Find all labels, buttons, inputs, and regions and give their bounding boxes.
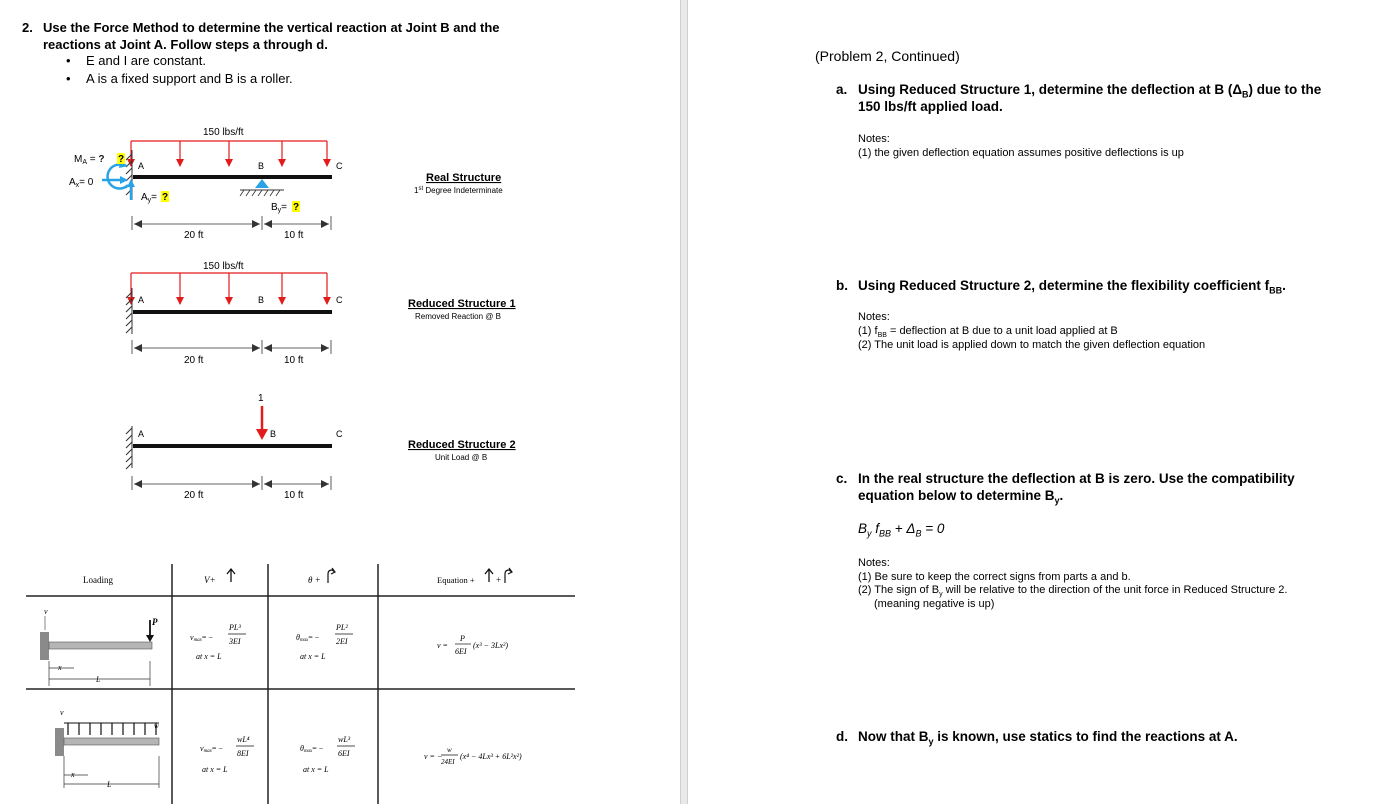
ay-label: $A_y=$ xyxy=(141,192,158,204)
row2-tmax-num: wL³ xyxy=(338,735,351,744)
problem-line-1: Use the Force Method to determine the vertical reaction at Joint B and the xyxy=(43,20,500,35)
ma-value: ? xyxy=(118,154,125,165)
problem-line-2: reactions at Joint A. Follow steps a through d. xyxy=(43,37,328,52)
row1-vmax-den: 3EI xyxy=(229,637,241,646)
row2-vmax-den: 8EI xyxy=(237,749,249,758)
real-beam xyxy=(133,175,332,179)
header-equation-plus: + xyxy=(496,575,502,585)
real-load-arrows xyxy=(131,141,327,166)
r2-title: Reduced Structure 2 xyxy=(408,439,516,451)
row2-eq-rhs: (x⁴ − 4Lx³ + 6L²x²) xyxy=(460,752,522,761)
r2-dimension xyxy=(132,476,331,490)
table-lines xyxy=(26,564,575,804)
part-a-note-1: (1) the given deflection equation assumes positive deflections is up xyxy=(858,147,1184,159)
r1-node-c: C xyxy=(336,295,343,305)
r1-load-arrows xyxy=(131,273,327,304)
real-node-a: A xyxy=(138,161,145,171)
header-v: V+ xyxy=(204,575,216,585)
real-reactions-a xyxy=(102,160,135,200)
svg-text:vmax= −: vmax= − xyxy=(190,633,213,643)
row2-equation xyxy=(424,746,522,766)
row2-x: x xyxy=(71,770,75,779)
part-c-note-3: (meaning negative is up) xyxy=(874,598,995,610)
ma-label: $M_A$ = ? xyxy=(74,154,105,166)
part-b-notes-title: Notes: xyxy=(858,311,890,323)
r1-node-a: A xyxy=(138,295,145,305)
reduced-2-diagram xyxy=(0,386,680,506)
part-a-line-2: 150 lbs/ft applied load. xyxy=(858,99,1003,114)
row1-tmax-num: PL² xyxy=(336,623,348,632)
header-loading: Loading xyxy=(83,575,113,585)
row1-tmax-den: 2EI xyxy=(336,637,348,646)
part-d-text: Now that $B_y$ is known, use statics to find the reactions at A. xyxy=(858,729,1238,747)
r2-subtitle: Unit Load @ B xyxy=(435,453,488,462)
row2-load-w: w xyxy=(154,722,159,730)
r1-dimension xyxy=(132,340,331,354)
row1-v: v xyxy=(44,607,48,616)
r2-unit-load-arrow xyxy=(256,406,268,440)
part-b-note-1: (1) $f_{BB}$ = deflection at B due to a unit load applied at B xyxy=(858,325,1118,340)
real-structure-diagram xyxy=(0,110,680,245)
part-a-line-1: Using Reduced Structure 1, determine the deflection at B $(\Delta_B)$ due to the xyxy=(858,82,1322,100)
part-b-letter: b. xyxy=(836,278,848,293)
row2-tmax-den: 6EI xyxy=(338,749,350,758)
r1-title: Reduced Structure 1 xyxy=(408,298,516,310)
deflection-table xyxy=(0,558,680,804)
row2-eq-num: w xyxy=(447,746,452,754)
row2-v: v xyxy=(60,708,64,717)
part-c-note-1: (1) Be sure to keep the correct signs from parts a and b. xyxy=(858,571,1131,583)
row1-vmax xyxy=(190,623,246,661)
row2-eq-den: 24EI xyxy=(441,758,455,766)
real-load-label: 150 lbs/ft xyxy=(203,127,244,138)
page-gap xyxy=(680,0,688,804)
row1-eq-num: P xyxy=(460,634,465,643)
reduced-1-diagram xyxy=(0,254,680,374)
right-page xyxy=(688,0,1395,804)
part-a-letter: a. xyxy=(836,82,848,97)
row1-equation xyxy=(437,634,508,656)
svg-text:θmax= −: θmax= − xyxy=(300,744,324,754)
by-value: ? xyxy=(293,202,300,213)
r1-beam xyxy=(133,310,332,314)
part-d-letter: d. xyxy=(836,729,848,744)
r1-dim-1: 20 ft xyxy=(184,355,204,366)
part-c-line-1: In the real structure the deflection at B is zero. Use the compatibility xyxy=(858,471,1295,486)
row2-diagram xyxy=(55,708,159,789)
header-theta: θ + xyxy=(308,575,321,585)
ay-value: ? xyxy=(162,192,169,203)
bullet-supports: • A is a fixed support and B is a roller. xyxy=(86,71,293,86)
r2-node-a: A xyxy=(138,429,145,439)
part-c-note-2: (2) The sign of $B_y$ will be relative to the direction of the unit force in Reduced Structure 2. xyxy=(858,584,1288,599)
part-b-text: Using Reduced Structure 2, determine the flexibility coefficient $f_{BB}$. xyxy=(858,278,1286,296)
header-theta-arrow-icon xyxy=(328,568,335,583)
row2-vmax-num: wL⁴ xyxy=(237,735,250,744)
part-b-note-2: (2) The unit load is applied down to match the given deflection equation xyxy=(858,339,1206,351)
r2-node-c: C xyxy=(336,429,343,439)
continued-label: (Problem 2, Continued) xyxy=(815,48,960,64)
row2-tmax-at: at x = L xyxy=(303,765,329,774)
row1-length: L xyxy=(96,675,101,684)
part-c-line-2: equation below to determine $B_y$. xyxy=(858,488,1064,506)
real-node-b: B xyxy=(258,161,265,171)
problem-number: 2. xyxy=(22,20,33,35)
r1-load-label: 150 lbs/ft xyxy=(203,261,244,272)
row1-eq-rhs: (x³ − 3Lx²) xyxy=(473,641,509,650)
r2-dim-1: 20 ft xyxy=(184,490,204,501)
row1-diagram xyxy=(40,607,158,686)
row1-load-p: P xyxy=(152,617,158,627)
row2-vmax-at: at x = L xyxy=(202,765,228,774)
row2-eq-lhs: v = − xyxy=(424,752,443,761)
left-page xyxy=(0,0,680,804)
svg-text:θmax= −: θmax= − xyxy=(296,633,320,643)
row1-vmax-num: PL³ xyxy=(229,623,241,632)
header-equation-up-arrow-icon xyxy=(485,569,493,582)
bullet-ei-constant: • E and I are constant. xyxy=(86,53,206,68)
real-subtitle: 1st Degree Indeterminate xyxy=(414,186,503,195)
row2-vmax xyxy=(200,735,254,774)
part-c-notes-title: Notes: xyxy=(858,557,890,569)
header-equation-rot-arrow-icon xyxy=(505,568,512,583)
ax-label: $A_x= 0$ xyxy=(69,177,94,189)
real-dim-2: 10 ft xyxy=(284,230,304,241)
row1-eq-den: 6EI xyxy=(455,647,467,656)
real-node-c: C xyxy=(336,161,343,171)
r1-subtitle: Removed Reaction @ B xyxy=(415,312,501,321)
r2-dim-2: 10 ft xyxy=(284,490,304,501)
header-equation: Equation + xyxy=(437,575,475,585)
row1-eq-lhs: v = xyxy=(437,641,448,650)
by-label: $B_y=$ xyxy=(271,202,288,214)
real-roller-b xyxy=(240,179,284,196)
real-title: Real Structure xyxy=(426,172,502,184)
part-c-letter: c. xyxy=(836,471,848,486)
real-dim-1: 20 ft xyxy=(184,230,204,241)
row1-tmax xyxy=(296,623,353,661)
r2-unit-load-label: 1 xyxy=(258,393,264,404)
real-dimension xyxy=(132,216,331,230)
r1-node-b: B xyxy=(258,295,265,305)
svg-text:vmax= −: vmax= − xyxy=(200,744,223,754)
part-a-notes-title: Notes: xyxy=(858,133,890,145)
r1-dim-2: 10 ft xyxy=(284,355,304,366)
r2-fixed-support xyxy=(126,426,132,469)
row2-length: L xyxy=(107,780,112,789)
row1-tmax-at: at x = L xyxy=(300,652,326,661)
r2-beam xyxy=(133,444,332,448)
row2-tmax xyxy=(300,735,355,774)
row1-vmax-at: at x = L xyxy=(196,652,222,661)
row1-x: x xyxy=(58,663,62,672)
r2-node-b: B xyxy=(270,429,277,439)
compatibility-equation: $B_y$ $f_{BB} + \Delta_B = 0$ xyxy=(858,521,945,539)
header-v-arrow-icon xyxy=(227,569,235,582)
